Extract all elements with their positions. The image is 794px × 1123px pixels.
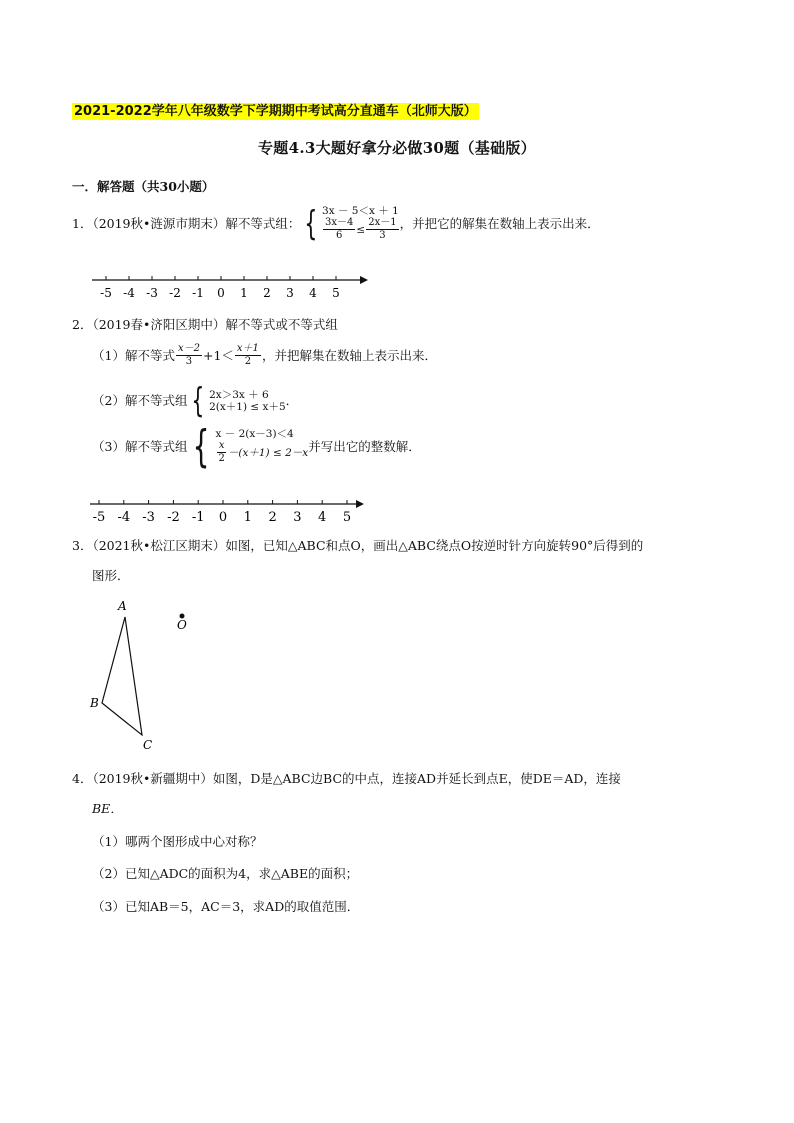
- number-line-2: [86, 494, 366, 528]
- q1-prefix: 1．（2019秋•涟源市期末）解不等式组：: [72, 215, 301, 231]
- question-3-line1: 3．（2021秋•松江区期末）如图，已知△ABC和点O，画出△ABC绕点O按逆时针方向旋转90°后得到的: [72, 538, 644, 553]
- tick-label: 4: [318, 510, 327, 525]
- triangle-abc: [102, 617, 142, 735]
- tick-label: 5: [332, 286, 340, 300]
- label-a: A: [118, 599, 127, 613]
- tick-label: 2: [263, 286, 271, 300]
- q2-p1-r-den: 2: [244, 356, 252, 367]
- tick-label: 4: [309, 286, 317, 300]
- q2-part3: [92, 420, 421, 472]
- q2-p3-row1: x － 2(x－3)＜4: [215, 428, 294, 440]
- q2-p1-l-den: 3: [185, 356, 193, 367]
- q1-l-num: 3x－4: [325, 217, 354, 228]
- tick-label: -4: [123, 286, 135, 300]
- q2-p2-system: [209, 389, 286, 413]
- q2-p1-l-num: x－2: [177, 343, 200, 354]
- question-4-line1: 4．（2019秋•新疆期中）如图，D是△ABC边BC的中点，连接AD并延长到点E，使DE＝AD，连接: [72, 771, 621, 786]
- q1-ineq2: [322, 217, 400, 242]
- question-2: 2．（2019春•济阳区期中）解不等式或不等式组: [72, 317, 338, 332]
- number-line-1: [88, 270, 368, 304]
- tick-label: 0: [217, 286, 225, 300]
- header-text: 2021-2022学年八年级数学下学期期中考试高分直通车（北师大版）: [74, 104, 477, 119]
- tick-label: 0: [218, 510, 228, 525]
- tick-label: -2: [167, 510, 180, 525]
- q2-p2-brace: {: [191, 381, 205, 421]
- q2-p2-prefix: （2）解不等式组: [92, 393, 188, 408]
- question-4-line2: BE．: [92, 801, 123, 816]
- q2-p1-mid: +1＜: [202, 347, 234, 363]
- tick-label: -4: [117, 510, 131, 525]
- tick-label: -5: [92, 510, 106, 525]
- q2-p3-suffix: 并写出它的整数解．: [308, 438, 421, 454]
- q1-l-den: 6: [336, 230, 343, 241]
- tick-label: 3: [293, 510, 302, 525]
- tick-label: 5: [342, 510, 352, 525]
- q4-part1: （1）哪两个图形成中心对称？: [92, 834, 263, 849]
- section-heading: 一．解答题（共30小题）: [72, 179, 215, 194]
- doc-header: [72, 100, 479, 119]
- tick-label: 1: [240, 286, 248, 300]
- triangle-abc-figure: [80, 595, 220, 755]
- tick-label: -5: [100, 286, 112, 300]
- q2-p2-row1: 2x＞3x ＋ 6: [209, 389, 269, 401]
- question-1: [72, 205, 600, 242]
- q2-p2-suffix: ．: [285, 393, 299, 408]
- doc-title: 专题4.3大题好拿分必做30题（基础版）: [258, 139, 536, 157]
- q1-brace: {: [304, 203, 318, 244]
- q1-suffix: ，并把它的解集在数轴上表示出来．: [399, 215, 600, 231]
- tick-label: 1: [243, 510, 252, 525]
- q2-p1-prefix: （1）解不等式: [92, 347, 175, 363]
- q1-r-num: 2x－1: [368, 217, 397, 228]
- question-3-line2: 图形．: [92, 568, 130, 583]
- label-b: B: [90, 696, 99, 710]
- q2-p3-num: x: [218, 440, 225, 451]
- tick-label: -1: [192, 286, 204, 300]
- tick-label: -1: [191, 510, 205, 525]
- tick-label: -3: [142, 510, 155, 525]
- q2-part2: [92, 381, 299, 421]
- tick-label: -2: [169, 286, 181, 300]
- label-c: C: [143, 738, 153, 752]
- q4-part3: （3）已知AB＝5，AC＝3，求AD的取值范围．: [92, 899, 360, 914]
- q4-part2: （2）已知△ADC的面积为4，求△ABE的面积；: [92, 866, 359, 881]
- q1-ineq1: 3x － 5＜x ＋ 1: [322, 205, 399, 217]
- q2-p3-prefix: （3）解不等式组: [92, 438, 188, 454]
- tick-label: 2: [268, 510, 277, 525]
- q2-p1-suffix: ，并把解集在数轴上表示出来．: [261, 347, 437, 363]
- q2-p3-row2-rest: －(x＋1) ≤ 2－x: [227, 446, 309, 459]
- tick-label: 3: [286, 286, 294, 300]
- label-o: O: [177, 618, 187, 632]
- tick-label: -3: [146, 286, 158, 300]
- q1-r-den: 3: [379, 230, 386, 241]
- q1-system: [322, 205, 400, 242]
- q2-p2-row2: 2(x＋1) ≤ x＋5: [209, 401, 286, 413]
- q2-part1: [92, 343, 437, 368]
- q2-p3-row2: [215, 440, 308, 465]
- q2-p3-system: [215, 428, 308, 465]
- q2-p1-r-num: x＋1: [236, 343, 259, 354]
- q2-p3-den: 2: [218, 453, 225, 464]
- q2-p3-brace: {: [193, 420, 210, 472]
- q1-op: ≤: [356, 223, 366, 236]
